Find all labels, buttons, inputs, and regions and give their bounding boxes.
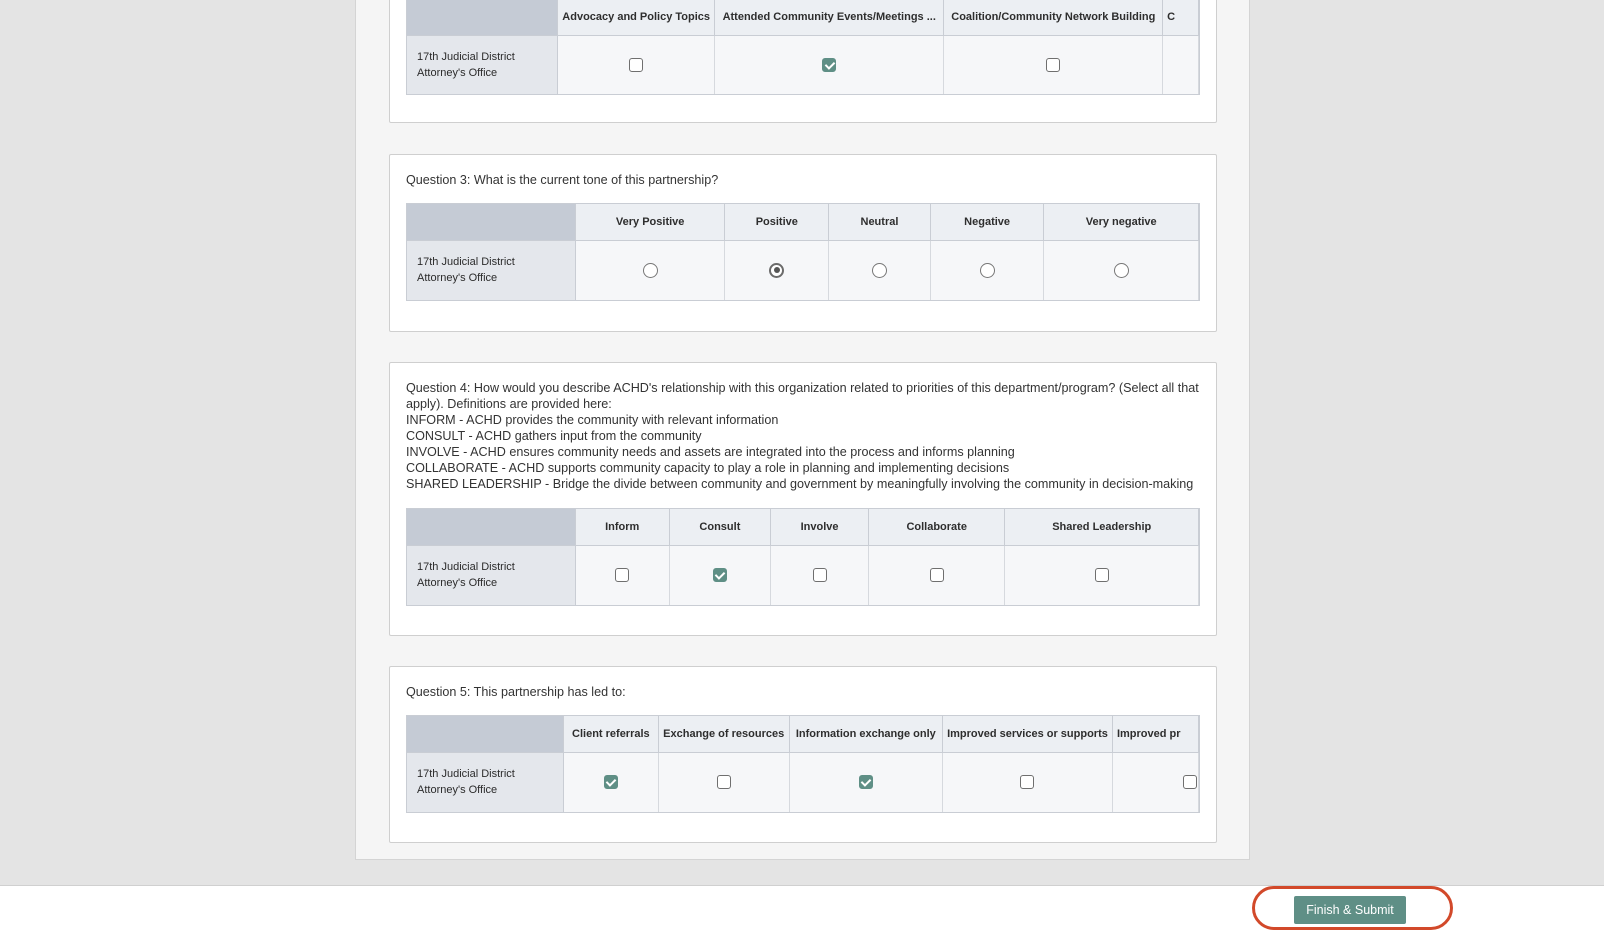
row-label: 17th Judicial District Attorney's Office (407, 545, 575, 605)
question-4-grid (406, 508, 1200, 606)
row-label: 17th Judicial District Attorney's Office (407, 35, 558, 95)
checkbox-involve[interactable] (813, 568, 827, 582)
question-3-grid (406, 203, 1200, 301)
definition-involve: INVOLVE - ACHD ensures community needs and assets are integrated into the process and informs planning (406, 445, 1015, 459)
radio-very-negative[interactable] (1114, 263, 1129, 278)
checkbox-inform[interactable] (615, 568, 629, 582)
checkbox-advocacy[interactable] (629, 58, 643, 72)
question-2-grid (406, 0, 1200, 95)
row-label: 17th Judicial District Attorney's Office (407, 240, 575, 300)
definition-consult: CONSULT - ACHD gathers input from the community (406, 429, 702, 443)
radio-very-positive[interactable] (643, 263, 658, 278)
column-header: Positive (725, 204, 829, 240)
checkbox-improved-services[interactable] (1020, 775, 1034, 789)
checkbox-client-referrals[interactable] (604, 775, 618, 789)
grid-corner (407, 716, 563, 752)
column-header: C (1163, 0, 1199, 35)
finish-submit-button[interactable]: Finish & Submit (1294, 896, 1406, 924)
column-header: Neutral (829, 204, 931, 240)
radio-negative[interactable] (980, 263, 995, 278)
column-header: Shared Leadership (1005, 509, 1199, 545)
column-header: Information exchange only (789, 716, 942, 752)
checkbox-consult[interactable] (713, 568, 727, 582)
question-2-card (389, 0, 1217, 123)
column-header: Coalition/Community Network Building (944, 0, 1163, 35)
question-3-card (389, 154, 1217, 332)
column-header: Very Positive (575, 204, 725, 240)
question-5-grid (406, 715, 1200, 813)
column-header: Improved pr (1112, 716, 1198, 752)
grid-corner (407, 204, 575, 240)
column-header: Very negative (1044, 204, 1199, 240)
question-4-card (389, 362, 1217, 636)
grid-corner (407, 0, 558, 35)
checkbox-attended-events[interactable] (822, 58, 836, 72)
column-header: Advocacy and Policy Topics (558, 0, 715, 35)
question-4-prompt: Question 4: How would you describe ACHD's relationship with this organization related to priorities of this department/program? (Select all that apply). Definitions are provided here: (406, 381, 1199, 411)
column-header: Involve (771, 509, 869, 545)
checkbox-exchange-resources[interactable] (717, 775, 731, 789)
column-header: Attended Community Events/Meetings ... (715, 0, 944, 35)
checkbox-collaborate[interactable] (930, 568, 944, 582)
question-3-text: Question 3: What is the current tone of this partnership? (406, 173, 719, 187)
radio-positive[interactable] (769, 263, 784, 278)
column-header: Inform (575, 509, 669, 545)
column-header: Consult (669, 509, 771, 545)
radio-neutral[interactable] (872, 263, 887, 278)
column-header: Exchange of resources (658, 716, 789, 752)
column-header: Improved services or supports (942, 716, 1112, 752)
definition-collaborate: COLLABORATE - ACHD supports community capacity to play a role in planning and implementing decisions (406, 461, 1010, 475)
question-5-card (389, 666, 1217, 843)
definition-shared-leadership: SHARED LEADERSHIP - Bridge the divide between community and government by meaningfully involving the community in decision-making (406, 477, 1194, 491)
question-4-text (406, 380, 1206, 492)
checkbox-shared-leadership[interactable] (1095, 568, 1109, 582)
column-header: Negative (930, 204, 1044, 240)
column-header: Collaborate (868, 509, 1005, 545)
definition-inform: INFORM - ACHD provides the community with relevant information (406, 413, 779, 427)
row-label: 17th Judicial District Attorney's Office (407, 752, 563, 812)
question-5-text: Question 5: This partnership has led to: (406, 685, 626, 699)
checkbox-information-exchange[interactable] (859, 775, 873, 789)
checkbox-improved-pr[interactable] (1183, 775, 1197, 789)
column-header: Client referrals (563, 716, 658, 752)
checkbox-coalition-building[interactable] (1046, 58, 1060, 72)
grid-corner (407, 509, 575, 545)
